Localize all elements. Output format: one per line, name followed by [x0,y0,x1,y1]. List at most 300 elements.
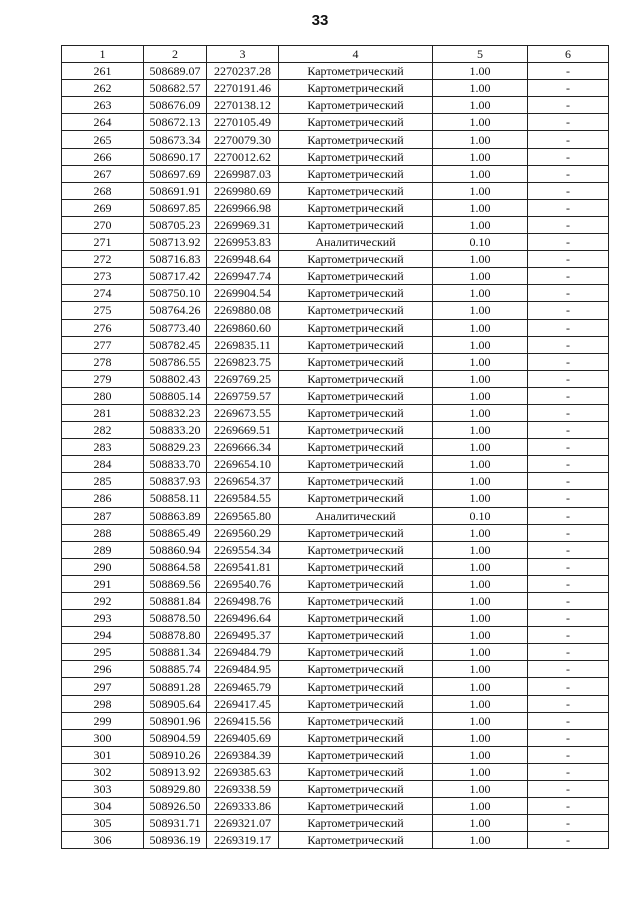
description-cell: - [528,285,609,302]
y-coordinate-cell: 2269769.25 [207,370,279,387]
table-row [62,678,609,695]
description-cell: - [528,524,609,541]
table-row [62,729,609,746]
table-row [62,131,609,148]
description-cell: - [528,199,609,216]
accuracy-cell: 1.00 [433,729,528,746]
x-coordinate-cell: 508676.09 [144,97,207,114]
accuracy-cell: 1.00 [433,627,528,644]
description-cell: - [528,336,609,353]
description-cell: - [528,712,609,729]
accuracy-cell: 1.00 [433,285,528,302]
point-number-cell: 292 [62,593,144,610]
description-cell: - [528,729,609,746]
method-cell: Картометрический [279,610,433,627]
x-coordinate-cell: 508860.94 [144,541,207,558]
y-coordinate-cell: 2269980.69 [207,182,279,199]
point-number-cell: 306 [62,832,144,849]
point-number-cell: 275 [62,302,144,319]
description-cell: - [528,661,609,678]
accuracy-cell: 1.00 [433,422,528,439]
accuracy-cell: 1.00 [433,182,528,199]
description-cell: - [528,695,609,712]
table-row [62,490,609,507]
y-coordinate-cell: 2269319.17 [207,832,279,849]
description-cell: - [528,507,609,524]
accuracy-cell: 1.00 [433,404,528,421]
accuracy-cell: 0.10 [433,234,528,251]
method-cell: Картометрический [279,216,433,233]
y-coordinate-cell: 2269417.45 [207,695,279,712]
table-row [62,524,609,541]
table-row [62,80,609,97]
column-header-2: 2 [144,46,207,63]
method-cell: Картометрический [279,268,433,285]
description-cell: - [528,422,609,439]
point-number-cell: 281 [62,404,144,421]
x-coordinate-cell: 508691.91 [144,182,207,199]
y-coordinate-cell: 2269835.11 [207,336,279,353]
y-coordinate-cell: 2269415.56 [207,712,279,729]
x-coordinate-cell: 508913.92 [144,763,207,780]
table-row [62,593,609,610]
point-number-cell: 280 [62,387,144,404]
point-number-cell: 299 [62,712,144,729]
x-coordinate-cell: 508717.42 [144,268,207,285]
point-number-cell: 267 [62,165,144,182]
accuracy-cell: 1.00 [433,541,528,558]
method-cell: Картометрический [279,285,433,302]
method-cell: Картометрический [279,798,433,815]
table-row [62,353,609,370]
description-cell: - [528,370,609,387]
method-cell: Картометрический [279,815,433,832]
table-row [62,404,609,421]
description-cell: - [528,63,609,80]
point-number-cell: 265 [62,131,144,148]
accuracy-cell: 1.00 [433,763,528,780]
method-cell: Картометрический [279,165,433,182]
point-number-cell: 300 [62,729,144,746]
x-coordinate-cell: 508891.28 [144,678,207,695]
description-cell: - [528,387,609,404]
y-coordinate-cell: 2269948.64 [207,251,279,268]
table-row [62,798,609,815]
accuracy-cell: 1.00 [433,216,528,233]
y-coordinate-cell: 2270079.30 [207,131,279,148]
y-coordinate-cell: 2269654.10 [207,456,279,473]
table-row [62,302,609,319]
point-number-cell: 262 [62,80,144,97]
accuracy-cell: 1.00 [433,80,528,97]
description-cell: - [528,815,609,832]
method-cell: Картометрический [279,661,433,678]
point-number-cell: 302 [62,763,144,780]
accuracy-cell: 1.00 [433,319,528,336]
table-row [62,712,609,729]
description-cell: - [528,490,609,507]
point-number-cell: 301 [62,746,144,763]
accuracy-cell: 1.00 [433,558,528,575]
point-number-cell: 282 [62,422,144,439]
table-row [62,575,609,592]
table-row [62,234,609,251]
x-coordinate-cell: 508697.85 [144,199,207,216]
method-cell: Картометрический [279,575,433,592]
description-cell: - [528,148,609,165]
point-number-cell: 304 [62,798,144,815]
table-row [62,541,609,558]
table-row [62,473,609,490]
description-cell: - [528,644,609,661]
table-row [62,661,609,678]
table-row [62,627,609,644]
table-row [62,370,609,387]
y-coordinate-cell: 2270191.46 [207,80,279,97]
description-cell: - [528,575,609,592]
method-cell: Картометрический [279,80,433,97]
description-cell: - [528,678,609,695]
table-row [62,644,609,661]
accuracy-cell: 1.00 [433,610,528,627]
accuracy-cell: 1.00 [433,97,528,114]
method-cell: Картометрический [279,729,433,746]
description-cell: - [528,404,609,421]
description-cell: - [528,832,609,849]
description-cell: - [528,439,609,456]
x-coordinate-cell: 508864.58 [144,558,207,575]
y-coordinate-cell: 2269540.76 [207,575,279,592]
method-cell: Аналитический [279,507,433,524]
point-number-cell: 286 [62,490,144,507]
table-row [62,268,609,285]
accuracy-cell: 1.00 [433,336,528,353]
point-number-cell: 273 [62,268,144,285]
x-coordinate-cell: 508673.34 [144,131,207,148]
description-cell: - [528,558,609,575]
table-row [62,165,609,182]
x-coordinate-cell: 508773.40 [144,319,207,336]
method-cell: Картометрический [279,832,433,849]
accuracy-cell: 1.00 [433,815,528,832]
y-coordinate-cell: 2269673.55 [207,404,279,421]
description-cell: - [528,456,609,473]
table-row [62,182,609,199]
table-row [62,695,609,712]
method-cell: Картометрический [279,302,433,319]
point-number-cell: 270 [62,216,144,233]
method-cell: Картометрический [279,712,433,729]
point-number-cell: 290 [62,558,144,575]
table-row [62,216,609,233]
y-coordinate-cell: 2269554.34 [207,541,279,558]
y-coordinate-cell: 2269484.95 [207,661,279,678]
method-cell: Картометрический [279,319,433,336]
description-cell: - [528,781,609,798]
method-cell: Картометрический [279,644,433,661]
method-cell: Картометрический [279,370,433,387]
method-cell: Картометрический [279,473,433,490]
x-coordinate-cell: 508782.45 [144,336,207,353]
table-row [62,746,609,763]
accuracy-cell: 1.00 [433,746,528,763]
description-cell: - [528,541,609,558]
method-cell: Картометрический [279,524,433,541]
point-number-cell: 298 [62,695,144,712]
x-coordinate-cell: 508805.14 [144,387,207,404]
y-coordinate-cell: 2269584.55 [207,490,279,507]
x-coordinate-cell: 508901.96 [144,712,207,729]
y-coordinate-cell: 2269953.83 [207,234,279,251]
x-coordinate-cell: 508863.89 [144,507,207,524]
y-coordinate-cell: 2269759.57 [207,387,279,404]
description-cell: - [528,131,609,148]
x-coordinate-cell: 508931.71 [144,815,207,832]
y-coordinate-cell: 2269560.29 [207,524,279,541]
point-number-cell: 283 [62,439,144,456]
accuracy-cell: 1.00 [433,575,528,592]
x-coordinate-cell: 508885.74 [144,661,207,678]
y-coordinate-cell: 2269496.64 [207,610,279,627]
description-cell: - [528,268,609,285]
x-coordinate-cell: 508713.92 [144,234,207,251]
point-number-cell: 276 [62,319,144,336]
table-row [62,439,609,456]
point-number-cell: 297 [62,678,144,695]
x-coordinate-cell: 508904.59 [144,729,207,746]
method-cell: Картометрический [279,131,433,148]
x-coordinate-cell: 508697.69 [144,165,207,182]
table-row [62,507,609,524]
accuracy-cell: 1.00 [433,832,528,849]
table-header-row [62,46,609,63]
accuracy-cell: 1.00 [433,165,528,182]
method-cell: Картометрический [279,182,433,199]
point-number-cell: 261 [62,63,144,80]
x-coordinate-cell: 508865.49 [144,524,207,541]
description-cell: - [528,610,609,627]
point-number-cell: 279 [62,370,144,387]
table-row [62,251,609,268]
accuracy-cell: 1.00 [433,712,528,729]
table-row [62,422,609,439]
point-number-cell: 277 [62,336,144,353]
table-row [62,387,609,404]
description-cell: - [528,353,609,370]
y-coordinate-cell: 2269669.51 [207,422,279,439]
table-row [62,815,609,832]
x-coordinate-cell: 508881.84 [144,593,207,610]
point-number-cell: 272 [62,251,144,268]
description-cell: - [528,302,609,319]
accuracy-cell: 1.00 [433,302,528,319]
method-cell: Картометрический [279,199,433,216]
description-cell: - [528,216,609,233]
y-coordinate-cell: 2269654.37 [207,473,279,490]
description-cell: - [528,798,609,815]
page-number: 33 [311,12,329,29]
table-row [62,199,609,216]
accuracy-cell: 1.00 [433,490,528,507]
method-cell: Картометрический [279,387,433,404]
method-cell: Картометрический [279,695,433,712]
table-row [62,148,609,165]
x-coordinate-cell: 508833.20 [144,422,207,439]
column-header-3: 3 [207,46,279,63]
y-coordinate-cell: 2269333.86 [207,798,279,815]
accuracy-cell: 1.00 [433,798,528,815]
point-number-cell: 293 [62,610,144,627]
y-coordinate-cell: 2270105.49 [207,114,279,131]
method-cell: Картометрический [279,763,433,780]
table-row [62,285,609,302]
y-coordinate-cell: 2269495.37 [207,627,279,644]
method-cell: Картометрический [279,558,433,575]
x-coordinate-cell: 508833.70 [144,456,207,473]
description-cell: - [528,319,609,336]
point-number-cell: 287 [62,507,144,524]
point-number-cell: 278 [62,353,144,370]
accuracy-cell: 1.00 [433,251,528,268]
description-cell: - [528,165,609,182]
point-number-cell: 269 [62,199,144,216]
y-coordinate-cell: 2269966.98 [207,199,279,216]
table-row [62,558,609,575]
point-number-cell: 264 [62,114,144,131]
table-row [62,456,609,473]
method-cell: Картометрический [279,148,433,165]
method-cell: Картометрический [279,63,433,80]
x-coordinate-cell: 508858.11 [144,490,207,507]
point-number-cell: 295 [62,644,144,661]
description-cell: - [528,251,609,268]
y-coordinate-cell: 2269860.60 [207,319,279,336]
y-coordinate-cell: 2269880.08 [207,302,279,319]
method-cell: Картометрический [279,114,433,131]
point-number-cell: 296 [62,661,144,678]
method-cell: Картометрический [279,456,433,473]
method-cell: Картометрический [279,251,433,268]
method-cell: Картометрический [279,336,433,353]
x-coordinate-cell: 508869.56 [144,575,207,592]
accuracy-cell: 1.00 [433,370,528,387]
method-cell: Картометрический [279,593,433,610]
method-cell: Картометрический [279,353,433,370]
point-number-cell: 284 [62,456,144,473]
description-cell: - [528,234,609,251]
accuracy-cell: 1.00 [433,644,528,661]
column-header-4: 4 [279,46,433,63]
accuracy-cell: 1.00 [433,781,528,798]
x-coordinate-cell: 508878.80 [144,627,207,644]
accuracy-cell: 1.00 [433,439,528,456]
x-coordinate-cell: 508802.43 [144,370,207,387]
description-cell: - [528,593,609,610]
x-coordinate-cell: 508926.50 [144,798,207,815]
method-cell: Картометрический [279,439,433,456]
x-coordinate-cell: 508672.13 [144,114,207,131]
x-coordinate-cell: 508705.23 [144,216,207,233]
accuracy-cell: 1.00 [433,268,528,285]
y-coordinate-cell: 2269565.80 [207,507,279,524]
x-coordinate-cell: 508881.34 [144,644,207,661]
y-coordinate-cell: 2269465.79 [207,678,279,695]
method-cell: Картометрический [279,781,433,798]
y-coordinate-cell: 2270237.28 [207,63,279,80]
x-coordinate-cell: 508786.55 [144,353,207,370]
description-cell: - [528,746,609,763]
y-coordinate-cell: 2269904.54 [207,285,279,302]
accuracy-cell: 1.00 [433,353,528,370]
x-coordinate-cell: 508905.64 [144,695,207,712]
point-number-cell: 271 [62,234,144,251]
x-coordinate-cell: 508682.57 [144,80,207,97]
point-number-cell: 289 [62,541,144,558]
y-coordinate-cell: 2269338.59 [207,781,279,798]
x-coordinate-cell: 508764.26 [144,302,207,319]
accuracy-cell: 1.00 [433,63,528,80]
x-coordinate-cell: 508929.80 [144,781,207,798]
point-number-cell: 266 [62,148,144,165]
table-row [62,114,609,131]
description-cell: - [528,473,609,490]
accuracy-cell: 1.00 [433,114,528,131]
description-cell: - [528,182,609,199]
method-cell: Картометрический [279,404,433,421]
x-coordinate-cell: 508829.23 [144,439,207,456]
y-coordinate-cell: 2269484.79 [207,644,279,661]
x-coordinate-cell: 508750.10 [144,285,207,302]
method-cell: Картометрический [279,490,433,507]
table-row [62,336,609,353]
accuracy-cell: 1.00 [433,456,528,473]
accuracy-cell: 0.10 [433,507,528,524]
x-coordinate-cell: 508832.23 [144,404,207,421]
description-cell: - [528,80,609,97]
y-coordinate-cell: 2270138.12 [207,97,279,114]
accuracy-cell: 1.00 [433,661,528,678]
y-coordinate-cell: 2269666.34 [207,439,279,456]
table-row [62,832,609,849]
description-cell: - [528,627,609,644]
column-header-5: 5 [433,46,528,63]
table-row [62,610,609,627]
description-cell: - [528,763,609,780]
y-coordinate-cell: 2269384.39 [207,746,279,763]
point-number-cell: 291 [62,575,144,592]
y-coordinate-cell: 2269947.74 [207,268,279,285]
x-coordinate-cell: 508716.83 [144,251,207,268]
table-row [62,97,609,114]
coordinates-table [61,45,609,849]
point-number-cell: 274 [62,285,144,302]
accuracy-cell: 1.00 [433,524,528,541]
y-coordinate-cell: 2270012.62 [207,148,279,165]
x-coordinate-cell: 508837.93 [144,473,207,490]
accuracy-cell: 1.00 [433,695,528,712]
accuracy-cell: 1.00 [433,473,528,490]
y-coordinate-cell: 2269541.81 [207,558,279,575]
point-number-cell: 285 [62,473,144,490]
x-coordinate-cell: 508910.26 [144,746,207,763]
method-cell: Картометрический [279,627,433,644]
accuracy-cell: 1.00 [433,131,528,148]
accuracy-cell: 1.00 [433,387,528,404]
point-number-cell: 263 [62,97,144,114]
column-header-6: 6 [528,46,609,63]
description-cell: - [528,97,609,114]
column-header-1: 1 [62,46,144,63]
